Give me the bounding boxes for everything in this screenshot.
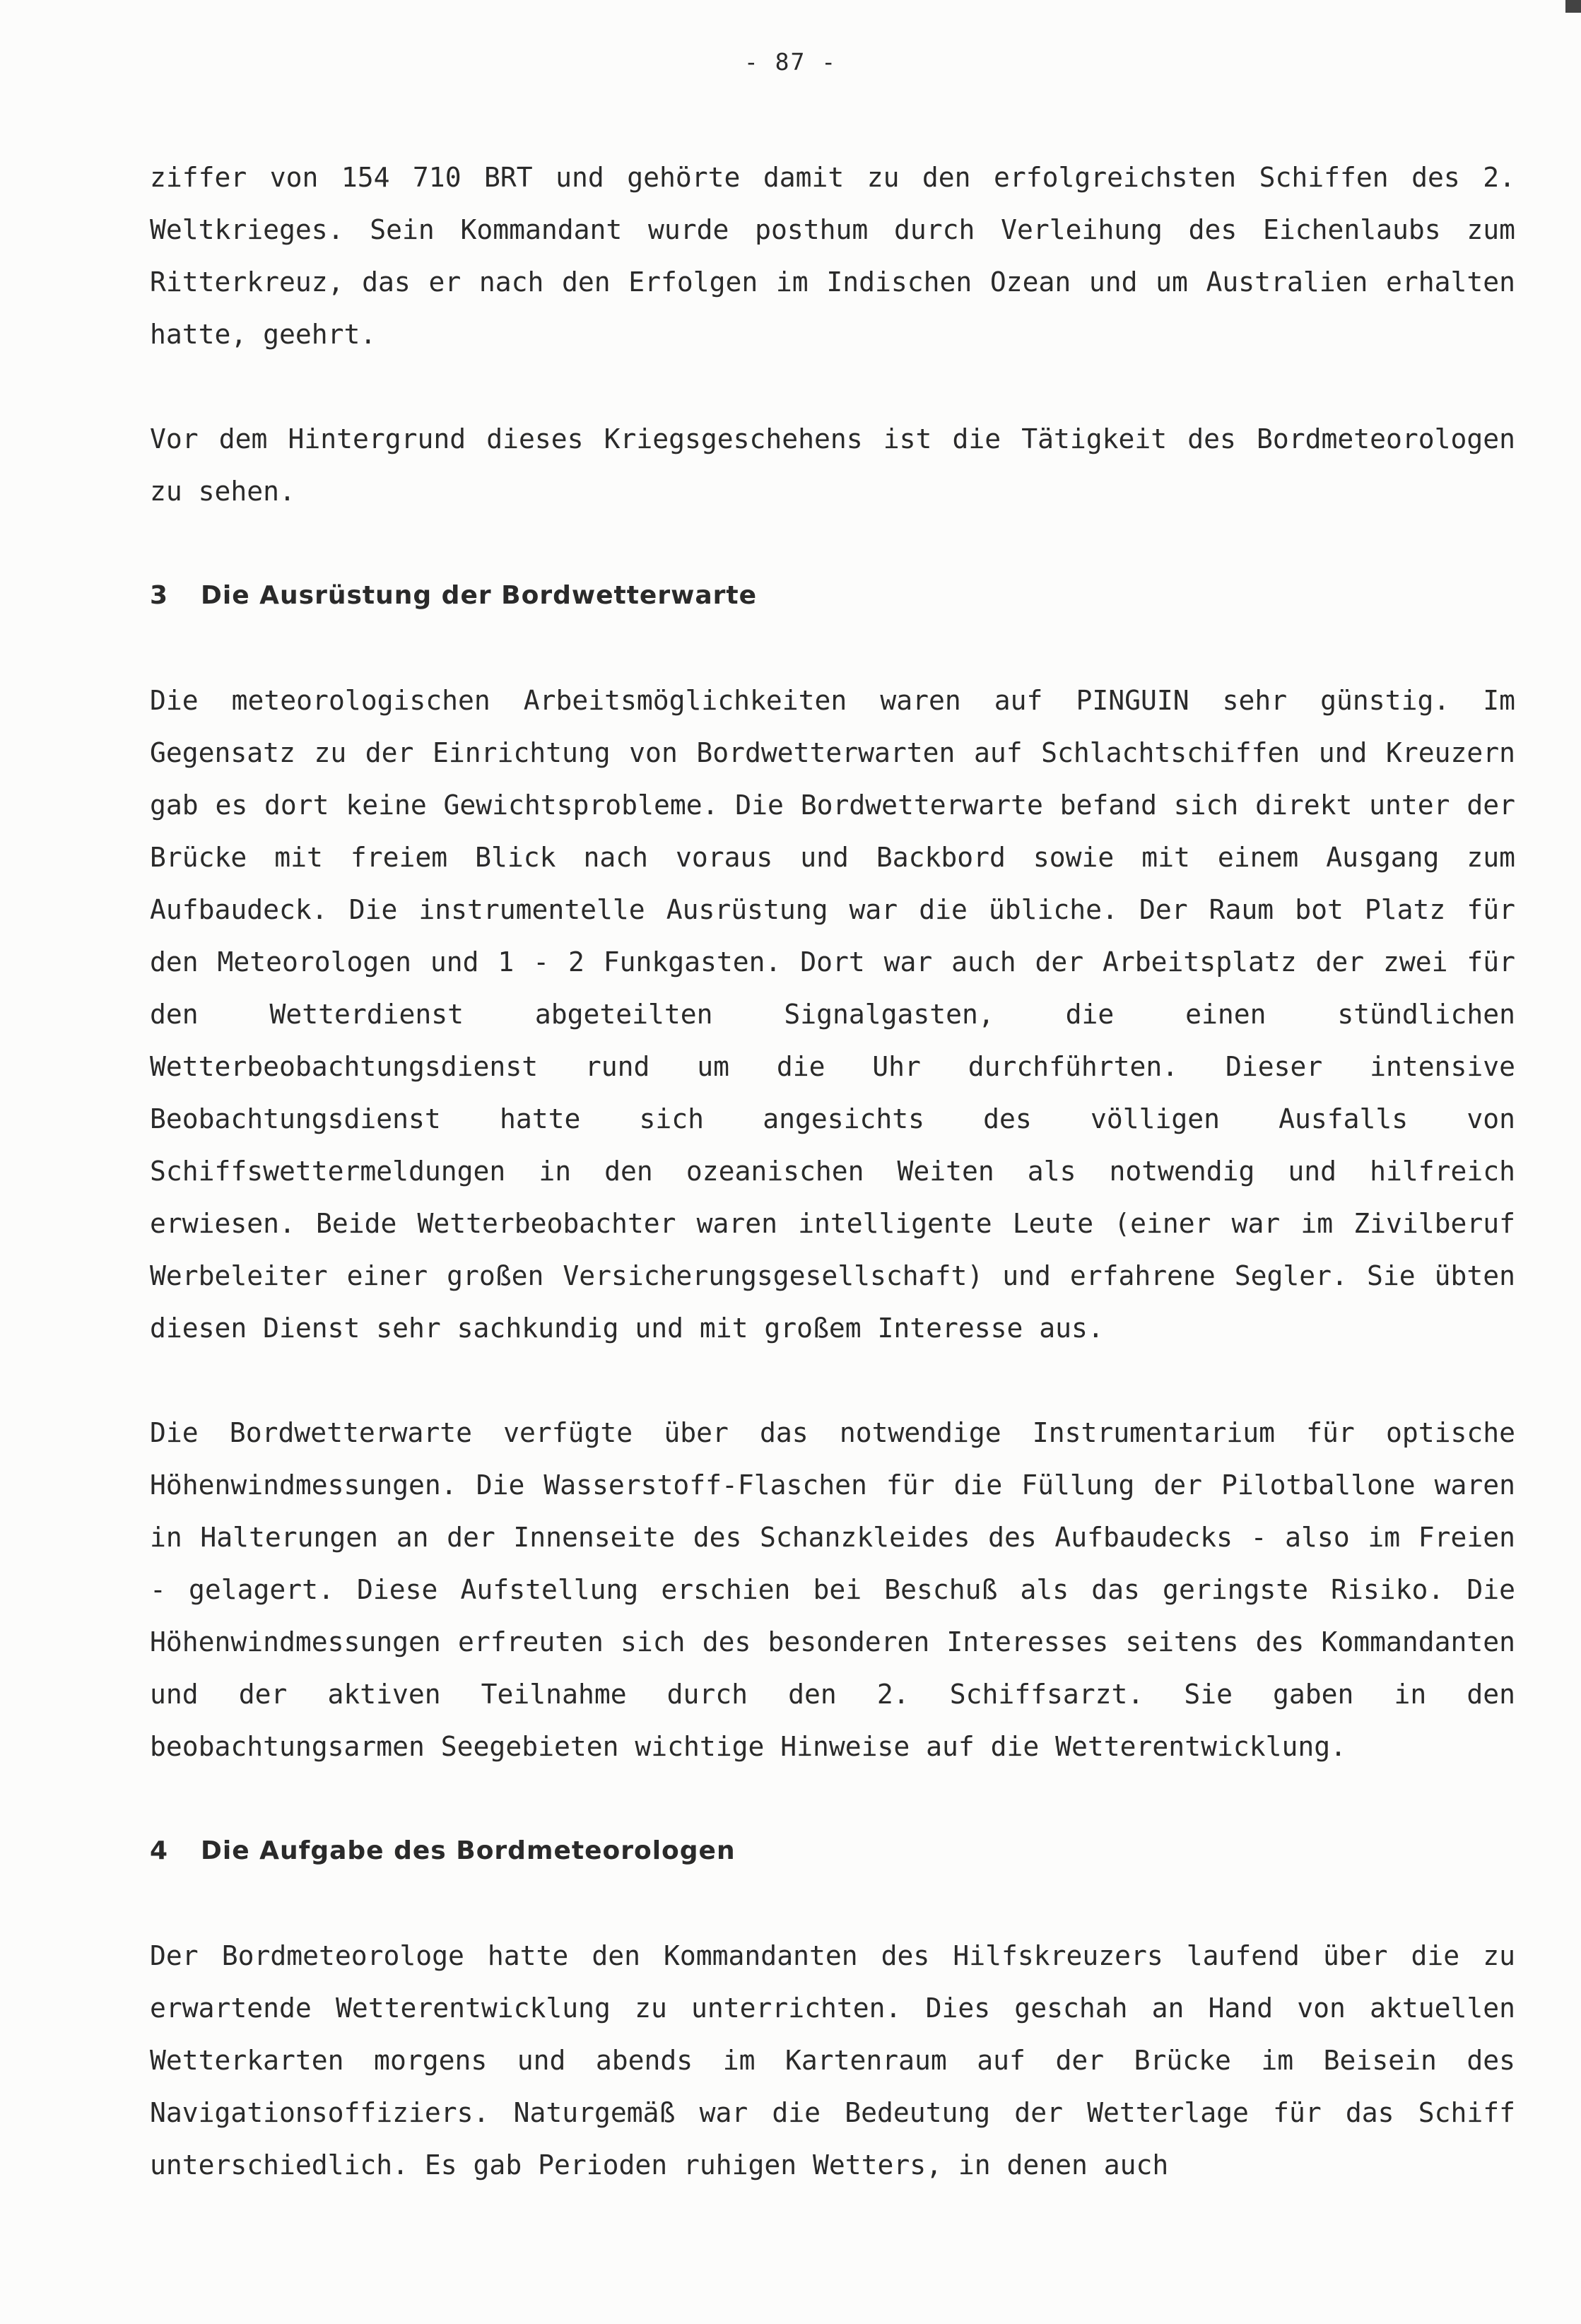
scan-corner-mark <box>1565 0 1581 13</box>
page-body <box>150 151 1515 2191</box>
section-heading-4 <box>150 1825 1515 1877</box>
paragraph-1: ziffer von 154 710 BRT und gehörte damit zu den erfolgreichsten Schiffen des 2. Weltkrieges. Sein Kommandant wurde posthum durch Verleihung des Eichenlaubs zum Ritterkreuz, das er nach den Erfolgen im Indischen Ozean und um Australien erhalten hatte, geehrt. <box>150 162 1515 350</box>
paragraph-2: Vor dem Hintergrund dieses Kriegsgeschehens ist die Tätigkeit des Bordmeteorologen zu sehen. <box>150 423 1515 507</box>
page-number: - 87 - <box>744 48 837 76</box>
section-title: Die Aufgabe des Bordmeteorologen <box>201 1836 736 1865</box>
paragraph-3: Die meteorologischen Arbeitsmöglichkeiten waren auf PINGUIN sehr günstig. Im Gegensatz zu der Einrichtung von Bordwetterwarten auf Schlachtschiffen und Kreuzern gab es dort keine Gewichtsprobleme. Die Bordwetterwarte befand sich direkt unter der Brücke mit freiem Blick nach voraus und Backbord sowie mit einem Ausgang zum Aufbaudeck. Die instrumentelle Ausrüstung war die übliche. Der Raum bot Platz für den Meteorologen und 1 - 2 Funkgasten. Dort war auch der Arbeitsplatz der zwei für den Wetterdienst abgeteilten Signalgasten, die einen stündlichen Wetterbeobachtungsdienst rund um die Uhr durchführten. Dieser intensive Beobachtungsdienst hatte sich angesichts des völligen Ausfalls von Schiffswettermeldungen in den ozeanischen Weiten als notwendig und hilfreich erwiesen. Beide Wetterbeobachter waren intelligente Leute (einer war im Zivilberuf Werbeleiter einer großen Versicherungsgesellschaft) und erfahrene Segler. Sie übten diesen Dienst sehr sachkundig und mit großem Interesse aus. <box>150 685 1515 1344</box>
section-heading-3 <box>150 570 1515 622</box>
section-number: 3 <box>150 581 169 610</box>
section-title: Die Ausrüstung der Bordwetterwarte <box>201 581 758 610</box>
paragraph-4: Die Bordwetterwarte verfügte über das notwendige Instrumentarium für optische Höhenwindmessungen. Die Wasserstoff-Flaschen für die Füllung der Pilotballone waren in Halterungen an der Innenseite des Schanzkleides des Aufbaudecks - also im Freien - gelagert. Diese Aufstellung erschien bei Beschuß als das geringste Risiko. Die Höhenwindmessungen erfreuten sich des besonderen Interesses seitens des Kommandanten und der aktiven Teilnahme durch den 2. Schiffsarzt. Sie gaben in den beobachtungsarmen Seegebieten wichtige Hinweise auf die Wetterentwicklung. <box>150 1417 1515 1762</box>
section-number: 4 <box>150 1836 169 1865</box>
paragraph-5: Der Bordmeteorologe hatte den Kommandanten des Hilfskreuzers laufend über die zu erwartende Wetterentwicklung zu unterrichten. Dies geschah an Hand von aktuellen Wetterkarten morgens und abends im Kartenraum auf der Brücke im Beisein des Navigationsoffiziers. Naturgemäß war die Bedeutung der Wetterlage für das Schiff unterschiedlich. Es gab Perioden ruhigen Wetters, in denen auch <box>150 1940 1515 2181</box>
